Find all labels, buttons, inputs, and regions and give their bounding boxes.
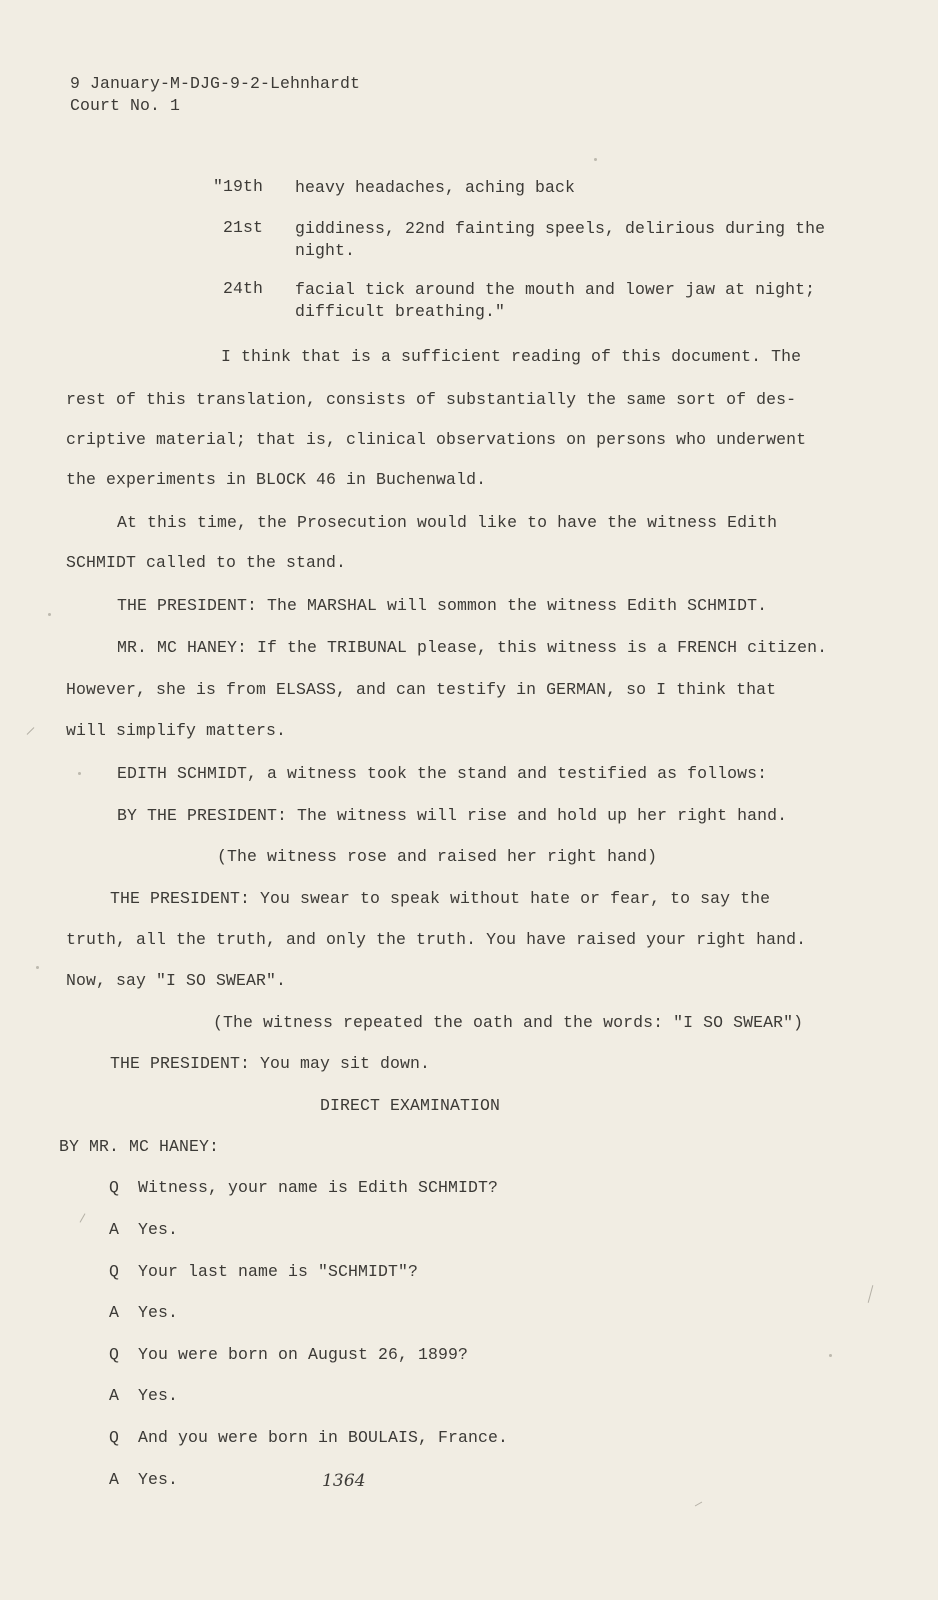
body-line: truth, all the truth, and only the truth. You have raised your right hand. (66, 930, 807, 949)
body-line: rest of this translation, consists of substantially the same sort of des- (66, 390, 797, 409)
qa-label: A (109, 1470, 120, 1489)
qa-label: Q (109, 1345, 120, 1364)
body-line: will simplify matters. (66, 721, 287, 740)
qa-label: Q (109, 1178, 120, 1197)
qa-text: Your last name is "SCHMIDT"? (138, 1262, 419, 1281)
qa-text: And you were born in BOULAIS, France. (138, 1428, 509, 1447)
qa-text: Yes. (138, 1386, 179, 1405)
body-line: At this time, the Prosecution would like to have the witness Edith (117, 513, 778, 532)
speaker-line: THE PRESIDENT: The MARSHAL will sommon the witness Edith SCHMIDT. (117, 596, 768, 615)
stage-direction: (The witness rose and raised her right hand) (217, 847, 658, 866)
stray-mark (80, 1213, 86, 1222)
stray-mark (868, 1285, 874, 1303)
speaker-line: THE PRESIDENT: You may sit down. (110, 1054, 431, 1073)
qa-label: A (109, 1386, 120, 1405)
paper-speck (48, 613, 51, 616)
paper-speck (36, 966, 39, 969)
stage-direction: (The witness repeated the oath and the words: "I SO SWEAR") (213, 1013, 804, 1032)
header-court: Court No. 1 (70, 96, 181, 115)
paper-speck (78, 772, 81, 775)
log-entry-date: "19th (212, 177, 263, 196)
body-line: the experiments in BLOCK 46 in Buchenwald. (66, 470, 487, 489)
body-line: SCHMIDT called to the stand. (66, 553, 347, 572)
log-entry-date: 21st (222, 218, 263, 237)
qa-label: Q (109, 1428, 120, 1447)
body-line: EDITH SCHMIDT, a witness took the stand and testified as follows: (117, 764, 768, 783)
qa-text: Yes. (138, 1220, 179, 1239)
page-number: 1364 (322, 1471, 366, 1491)
qa-text: Yes. (138, 1470, 179, 1489)
paper-speck (829, 1354, 832, 1357)
body-line: However, she is from ELSASS, and can testify in GERMAN, so I think that (66, 680, 777, 699)
body-line: criptive material; that is, clinical observations on persons who underwent (66, 430, 807, 449)
qa-label: A (109, 1220, 120, 1239)
speaker-line: THE PRESIDENT: You swear to speak without hate or fear, to say the (110, 889, 771, 908)
log-entry-text: heavy headaches, aching back (295, 178, 576, 197)
section-heading: DIRECT EXAMINATION (320, 1096, 501, 1115)
qa-label: Q (109, 1262, 120, 1281)
qa-text: You were born on August 26, 1899? (138, 1345, 469, 1364)
log-entry-text: facial tick around the mouth and lower jaw at night; difficult breathing." (295, 280, 816, 321)
body-line: Now, say "I SO SWEAR". (66, 971, 287, 990)
header-reference: 9 January-M-DJG-9-2-Lehnhardt (70, 74, 361, 93)
examiner-line: BY MR. MC HANEY: (59, 1137, 220, 1156)
qa-label: A (109, 1303, 120, 1322)
qa-text: Witness, your name is Edith SCHMIDT? (138, 1178, 499, 1197)
stray-mark (27, 727, 35, 735)
speaker-line: MR. MC HANEY: If the TRIBUNAL please, this witness is a FRENCH citizen. (117, 638, 828, 657)
log-entry-date: 24th (222, 279, 263, 298)
paper-speck (594, 158, 597, 161)
speaker-line: BY THE PRESIDENT: The witness will rise and hold up her right hand. (117, 806, 788, 825)
qa-text: Yes. (138, 1303, 179, 1322)
log-entry-text: giddiness, 22nd fainting speels, delirious during the night. (295, 219, 826, 260)
stray-mark (695, 1502, 702, 1507)
body-line: I think that is a sufficient reading of this document. The (221, 347, 802, 366)
